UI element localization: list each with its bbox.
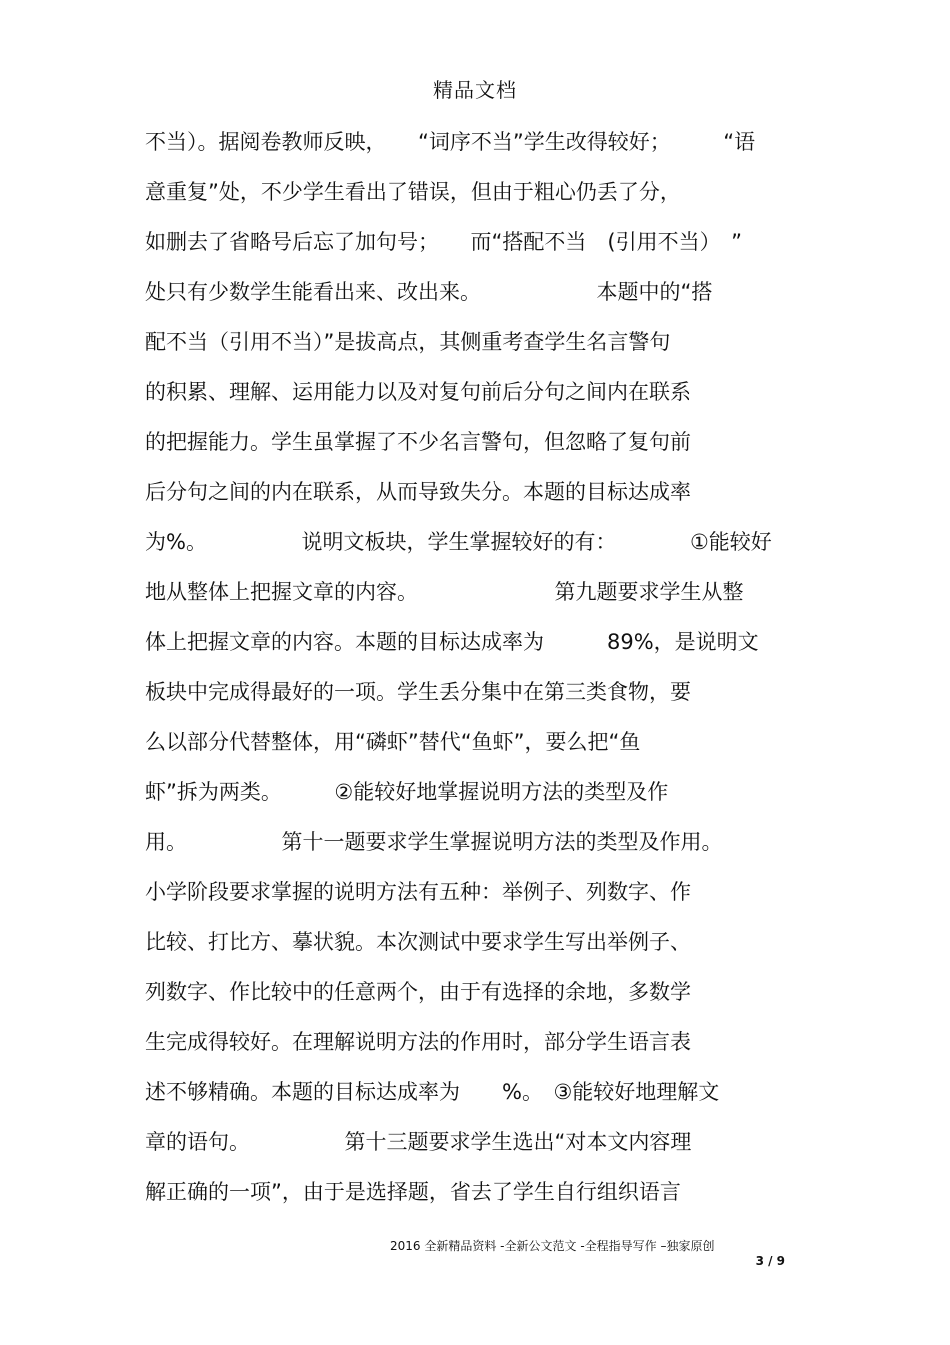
body-text-line: 解正确的一项”，由于是选择题，省去了学生自行组织语言: [145, 1180, 681, 1204]
body-text-line: 处只有少数学生能看出来、改出来。 本题中的“搭: [145, 280, 713, 304]
body-text-line: 用。 第十一题要求学生掌握说明方法的类型及作用。: [145, 830, 723, 854]
body-text-line: 地从整体上把握文章的内容。 第九题要求学生从整: [145, 580, 744, 604]
body-text-line: 生完成得较好。在理解说明方法的作用时，部分学生语言表: [145, 1030, 691, 1054]
footer-text: 2016 全新精品资料 -全新公文范文 -全程指导写作 –独家原创: [390, 1239, 715, 1253]
body-text-line: 么以部分代替整体，用“磷虾”替代“鱼虾”，要么把“鱼: [145, 730, 641, 754]
body-text-line: 板块中完成得最好的一项。学生丢分集中在第三类食物，要: [145, 680, 691, 704]
body-text-line: 章的语句。 第十三题要求学生选出“对本文内容理: [145, 1130, 692, 1154]
body-text-line: 不当）。据阅卷教师反映， “词序不当”学生改得较好； “语: [145, 130, 756, 154]
body-text-line: 比较、打比方、摹状貌。本次测试中要求学生写出举例子、: [145, 930, 691, 954]
page-header-title: 精品文档: [433, 78, 517, 102]
body-text-line: 述不够精确。本题的目标达成率为 %。 ③能较好地理解文: [145, 1080, 720, 1104]
body-text-line: 列数字、作比较中的任意两个，由于有选择的余地，多数学: [145, 980, 691, 1004]
body-text-line: 虾”拆为两类。 ②能较好地掌握说明方法的类型及作: [145, 780, 669, 804]
body-text-line: 的把握能力。学生虽掌握了不少名言警句，但忽略了复句前: [145, 430, 691, 454]
body-text-line: 后分句之间的内在联系，从而导致失分。本题的目标达成率: [145, 480, 691, 504]
page-number: 3 / 9: [755, 1254, 785, 1268]
body-text-line: 的积累、理解、运用能力以及对复句前后分句之间内在联系: [145, 380, 691, 404]
body-text-line: 意重复”处，不少学生看出了错误，但由于粗心仍丢了分，: [145, 180, 681, 204]
body-text-line: 小学阶段要求掌握的说明方法有五种：举例子、列数字、作: [145, 880, 691, 904]
body-text-line: 体上把握文章的内容。本题的目标达成率为 89%，是说明文: [145, 630, 759, 654]
body-text-line: 为%。 说明文板块，学生掌握较好的有： ①能较好: [145, 530, 772, 554]
body-text-line: 如删去了省略号后忘了加句号； 而“搭配不当 (引用不当） ”: [145, 230, 742, 254]
body-text-line: 配不当（引用不当）”是拔高点，其侧重考查学生名言警句: [145, 330, 671, 354]
